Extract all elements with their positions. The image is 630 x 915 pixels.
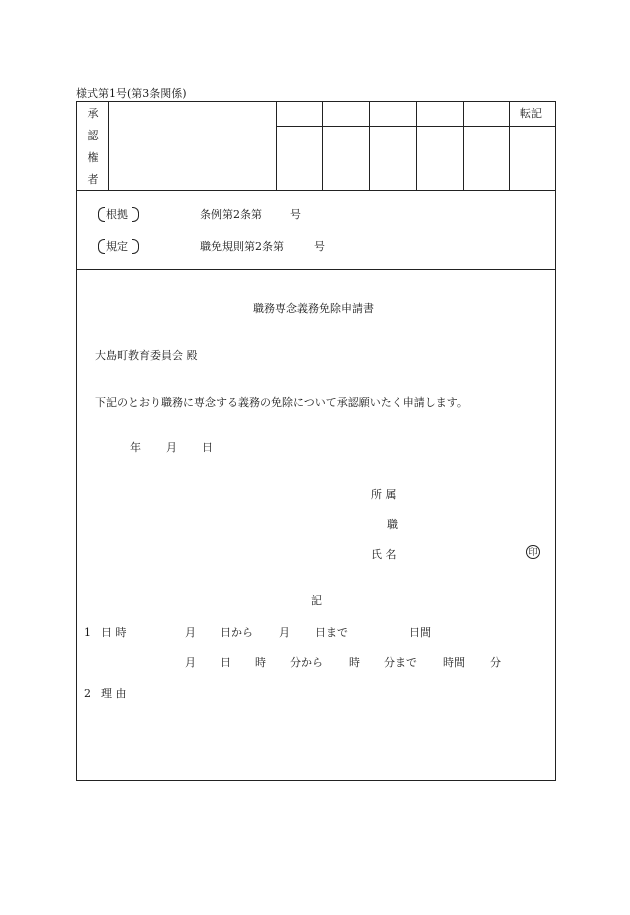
item2-number: 2 — [84, 687, 91, 700]
document-title: 職務専念義務免除申請書 — [253, 302, 374, 315]
application-form-frame — [76, 101, 556, 781]
item1-row2-month: 月 — [185, 656, 196, 669]
item1-row2-hour: 時 — [255, 656, 266, 669]
approval-block-bottom — [76, 190, 556, 191]
basis-block-bottom — [76, 269, 556, 270]
approver-char: 権 — [87, 151, 99, 164]
jorei-go-label: 号 — [290, 208, 301, 221]
item1-row2-minute-until: 分まで — [384, 656, 417, 669]
stamp-grid-divider — [322, 101, 323, 190]
ki-heading: 記 — [311, 594, 322, 607]
applicant-name-label: 氏 名 — [371, 548, 397, 561]
item1-row1-day-until: 日まで — [315, 626, 348, 639]
kisoku-go-label: 号 — [314, 240, 325, 253]
date-month-label: 月 — [166, 441, 177, 454]
stamp-grid-divider — [369, 101, 370, 190]
tenki-label: 転記 — [520, 107, 542, 120]
item1-row1-month2: 月 — [279, 626, 290, 639]
stamp-grid-divider — [509, 101, 510, 190]
application-statement: 下記のとおり職務に専念する義務の免除について承認願いたく申請します。 — [95, 396, 468, 409]
approver-column-divider — [108, 101, 109, 190]
stamp-grid-left-border — [276, 101, 277, 190]
item1-row1-day-from: 日から — [220, 626, 253, 639]
addressee: 大島町教育委員会 殿 — [95, 349, 198, 362]
approver-char: 認 — [87, 129, 99, 142]
seal-mark: 印 — [526, 545, 540, 559]
konkyo-label: 根拠 — [106, 208, 128, 221]
applicant-position-label: 職 — [387, 518, 398, 531]
item1-row1-days: 日間 — [409, 626, 431, 639]
kisoku-reference: 職免規則第2条第 — [200, 240, 284, 253]
item1-number: 1 — [84, 626, 91, 639]
item1-row2-hours: 時間 — [443, 656, 465, 669]
approver-char: 者 — [87, 173, 99, 186]
date-day-label: 日 — [202, 441, 213, 454]
item1-label: 日 時 — [101, 626, 127, 639]
item1-row2-minutes: 分 — [490, 656, 501, 669]
basis-brace-left — [98, 239, 105, 254]
item1-row2-hour2: 時 — [349, 656, 360, 669]
basis-brace-left — [98, 207, 105, 222]
item1-row1-month: 月 — [185, 626, 196, 639]
date-year-label: 年 — [130, 441, 141, 454]
stamp-grid-divider — [416, 101, 417, 190]
item1-row2-day: 日 — [220, 656, 231, 669]
jorei-reference: 条例第2条第 — [200, 208, 262, 221]
stamp-grid-header-line — [276, 126, 556, 127]
item2-label: 理 由 — [101, 687, 127, 700]
item1-row2-minute-from: 分から — [290, 656, 323, 669]
applicant-affiliation-label: 所 属 — [371, 488, 397, 501]
stamp-grid-divider — [463, 101, 464, 190]
kitei-label: 規定 — [106, 240, 128, 253]
form-label: 様式第1号(第3条関係) — [76, 87, 187, 100]
approver-char: 承 — [87, 107, 99, 120]
